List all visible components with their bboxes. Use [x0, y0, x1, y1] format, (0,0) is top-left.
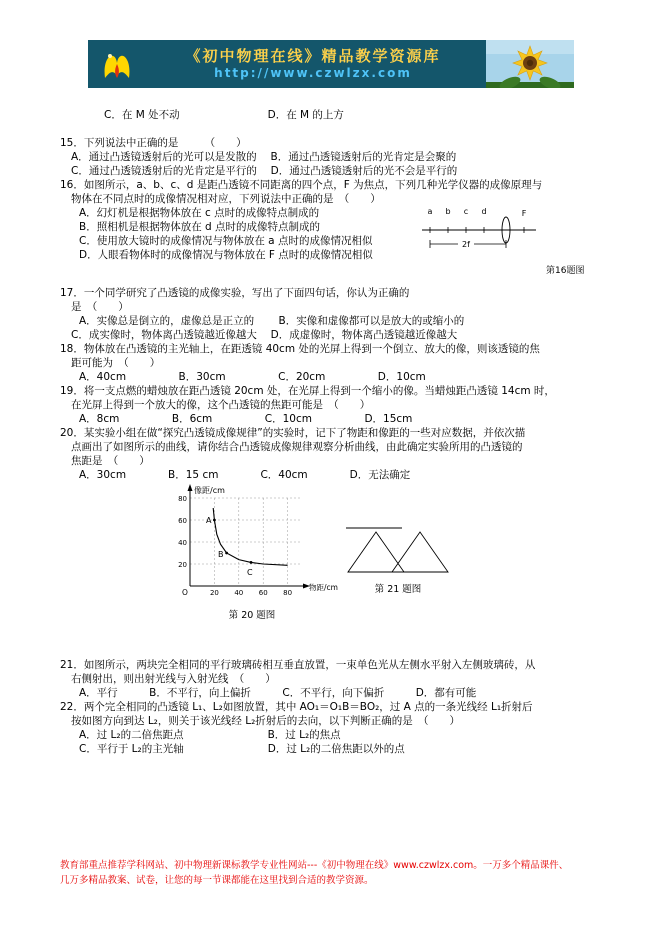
q21-stem-1: 21．如图所示，两块完全相同的平行玻璃砖相互垂直放置，一束单色光从左侧水平射入左侧玻璃砖，从 [60, 659, 536, 671]
q21-options: A．平行 B．不平行，向上偏折 C．不平行，向下偏折 D．都有可能 [79, 687, 477, 699]
q14-options-line [60, 94, 602, 136]
fig20-ytick-20: 20 [178, 561, 187, 569]
exam-body [60, 94, 602, 756]
fig21-caption: 第 21 题图 [374, 584, 422, 595]
fig20-xtick-20: 20 [209, 589, 219, 597]
q16-figure [420, 200, 542, 252]
q18-options: A．40cm B．30cm C．20cm D．10cm [79, 371, 426, 383]
fig20-point-a-label: A [206, 516, 212, 525]
q22-stem-2: 按如图方向到达 L₂，则关于该光线经 L₂折射后的去向，以下判断正确的是 （ ） [71, 715, 461, 727]
q20-stem-2: 点画出了如图所示的曲线，请你结合凸透镜成像规律观察分析曲线，由此确定实验所用的凸透镜的 [71, 441, 523, 453]
q20-figure [166, 482, 338, 623]
footer-line-2: 几万多精品教案、试卷，让您的每一节课都能在这里找到合适的教学资源。 [60, 875, 374, 886]
q14-option-d: D．在 M 的上方 [267, 109, 344, 121]
sunflower-image [486, 40, 574, 88]
q14-option-c: C．在 M 处不动 [104, 109, 180, 121]
fig16-focal-label: F [521, 209, 527, 218]
banner-text-block [140, 47, 486, 81]
q16-option-a: A．幻灯机是根据物体放在 c 点时的成像特点制成的 [79, 207, 320, 219]
banner-url-link[interactable]: http://www.czwlzx.com [214, 65, 412, 80]
q22-options-cd: C．平行于 L₂的主光轴 D．过 L₂的二倍焦距以外的点 [79, 743, 405, 755]
promo-footer [60, 858, 606, 888]
fig20-point-b-label: B [218, 550, 224, 559]
q15-options-cd: C．通过凸透镜透射后的光肯定是平行的 D．通过凸透镜透射后的光不会是平行的 [71, 165, 458, 177]
fig20-xtick-60: 60 [258, 589, 268, 597]
q19-stem-2: 在光屏上得到一个放大的像，这个凸透镜的焦距可能是 （ ） [71, 399, 371, 411]
q17-stem-2: 是 （ ） [71, 301, 129, 313]
q16-option-d: D．人眼看物体时的成像情况与物体放在 F 点时的成像情况相似 [79, 249, 373, 261]
figures-row [60, 482, 602, 658]
spacer [60, 262, 602, 286]
fig20-ylabel: 像距/cm [194, 486, 225, 495]
fig16-2f-label: 2f [462, 240, 470, 249]
q22-options-ab: A．过 L₂的二倍焦距点 B．过 L₂的焦点 [79, 729, 341, 741]
fig20-point-c-label: C [247, 568, 253, 577]
q21-stem-2: 右侧射出，则出射光线与入射光线 （ ） [71, 673, 276, 685]
fig16-point-a: a [427, 207, 433, 216]
q16-option-c: C．使用放大镜时的成像情况与物体放在 a 点时的成像情况相似 [79, 235, 373, 247]
fig16-point-c: c [463, 207, 469, 216]
q16-stem-2: 物体在不同点时的成像情况相对应，下列说法中正确的是 （ ） [71, 193, 381, 205]
fig20-ytick-60: 60 [178, 517, 187, 525]
fig16-caption: 第16题图 [546, 266, 585, 276]
fig20-origin: O [182, 588, 188, 597]
q20-options: A．30cm B．15 cm C．40cm D．无法确定 [79, 469, 411, 481]
q16-option-b: B．照相机是根据物体放在 d 点时的成像特点制成的 [79, 221, 321, 233]
fig16-point-d: d [481, 207, 487, 216]
footer-line-1: 教育部重点推荐学科网站、初中物理新课标教学专业性网站---《初中物理在线》www.czwlzx.com。一万多个精品课件、 [60, 860, 569, 871]
q17-options-ab: A．实像总是倒立的，虚像总是正立的 B．实像和虚像都可以是放大的或缩小的 [79, 315, 465, 327]
site-banner [88, 40, 574, 88]
fig20-xtick-80: 80 [283, 589, 293, 597]
q21-figure [340, 516, 456, 597]
q18-stem-1: 18．物体放在凸透镜的主光轴上，在距透镜 40cm 处的光屏上得到一个倒立、放大的像，则该透镜的焦 [60, 343, 540, 355]
banner-title: 《初中物理在线》精品教学资源库 [185, 47, 441, 66]
q17-options-cd: C．成实像时，物体离凸透镜越近像越大 D．成虚像时，物体离凸透镜越近像越大 [71, 329, 458, 341]
q22-stem-1: 22．两个完全相同的凸透镜 L₁、L₂如图放置，其中 AO₁＝O₁B＝BO₂，过 A 点的一条光线经 L₁折射后 [60, 701, 533, 713]
q19-options: A．8cm B．6cm C．10cm D．15cm [79, 413, 413, 425]
fig20-ytick-40: 40 [178, 539, 187, 547]
q20-stem-1: 20．某实验小组在做“探究凸透镜成像规律”的实验时，记下了物距和像距的一些对应数据，并依次描 [60, 427, 526, 439]
q17-stem-1: 17．一个同学研究了凸透镜的成像实验，写出了下面四句话，你认为正确的 [60, 287, 410, 299]
fig20-xtick-40: 40 [234, 589, 244, 597]
fig20-xlabel: 物距/cm [309, 583, 338, 592]
q20-stem-3: 焦距是 （ ） [71, 455, 150, 467]
q16-stem-1: 16．如图所示，a、b、c、d 是距凸透镜不同距离的四个点，F 为焦点，下列几种光学仪器的成像原理与 [60, 179, 543, 191]
site-logo-icon [96, 42, 140, 86]
q15-options-ab: A．通过凸透镜透射后的光可以是发散的 B．通过凸透镜透射后的光肯定是会聚的 [71, 151, 457, 163]
q19-stem-1: 19．将一支点燃的蜡烛放在距凸透镜 20cm 处，在光屏上得到一个缩小的像。当蜡烛距凸透镜 14cm 时， [60, 385, 555, 397]
fig16-point-b: b [445, 207, 451, 216]
q18-stem-2: 距可能为 （ ） [71, 357, 161, 369]
fig20-ytick-80: 80 [178, 495, 187, 503]
q15-stem: 15．下列说法中正确的是 （ ） [60, 137, 247, 149]
fig20-caption: 第 20 题图 [228, 610, 276, 621]
